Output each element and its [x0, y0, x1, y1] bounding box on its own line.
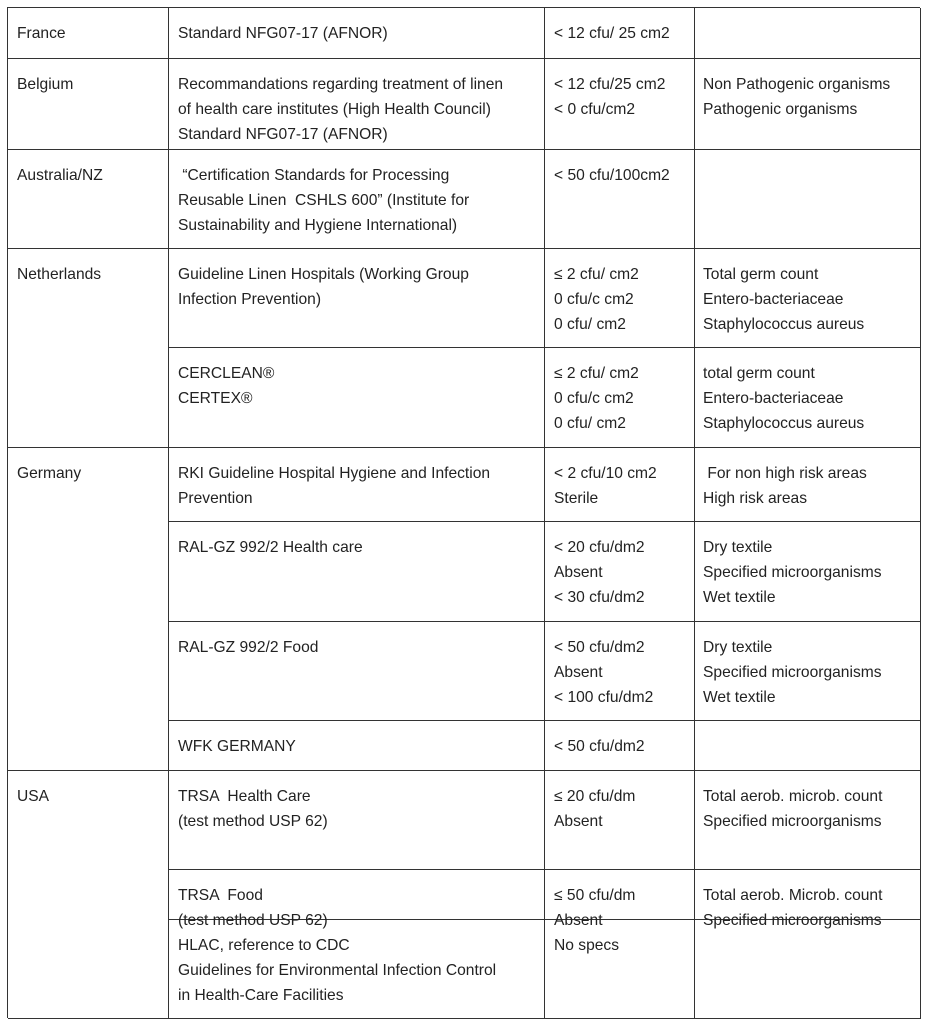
standard-cell-line: Prevention [178, 489, 253, 507]
standard-cell-line: (test method USP 62) [178, 911, 328, 929]
standard-cell-line: Sustainability and Hygiene International) [178, 216, 458, 234]
remarks-cell-line: Specified microorganisms [703, 812, 882, 830]
standard-cell [169, 721, 545, 771]
remarks-cell-line: Specified microorganisms [703, 911, 882, 929]
limit-cell-line: Sterile [554, 489, 599, 507]
standard-cell [169, 59, 545, 150]
remarks-cell [695, 150, 921, 249]
country-cell-line: Netherlands [17, 266, 102, 283]
remarks-cell [695, 721, 921, 771]
remarks-cell-line: total germ count [703, 365, 815, 382]
standard-cell-line: CERCLEAN® [178, 365, 275, 382]
standard-cell [169, 771, 545, 870]
standard-cell-line: CERTEX® [178, 389, 253, 407]
standard-cell-line: Guidelines for Environmental Infection Control [178, 961, 497, 979]
limit-cell [545, 8, 695, 59]
country-cell [8, 249, 169, 448]
standard-cell [169, 448, 545, 522]
standard-cell-line: Standard NFG07-17 (AFNOR) [178, 25, 388, 42]
standards-table [7, 7, 920, 1018]
limit-cell [545, 448, 695, 522]
remarks-cell [695, 522, 921, 622]
standard-cell-line: RAL-GZ 992/2 Health care [178, 539, 363, 556]
standard-cell-line: Recommandations regarding treatment of linen [178, 76, 504, 93]
standard-cell [169, 622, 545, 721]
country-cell [8, 448, 169, 771]
limit-cell-line: < 50 cfu/dm2 [554, 639, 645, 656]
standard-cell-line: TRSA Health Care [178, 788, 311, 805]
country-cell-line: Belgium [17, 76, 74, 93]
remarks-cell-line: Entero-bacteriaceae [703, 389, 844, 407]
remarks-cell-line: Dry textile [703, 639, 773, 656]
standard-cell-line: TRSA Food [178, 887, 263, 904]
standard-cell-line: Reusable Linen CSHLS 600” (Institute for [178, 191, 470, 209]
standard-cell-line: HLAC, reference to CDC [178, 937, 350, 954]
remarks-cell-line: High risk areas [703, 489, 807, 507]
limit-cell-line: ≤ 2 cfu/ cm2 [554, 266, 639, 283]
limit-cell [545, 870, 695, 929]
country-cell [8, 771, 169, 1019]
country-cell-line: Germany [17, 465, 82, 482]
remarks-cell [695, 622, 921, 721]
remarks-cell-line: Specified microorganisms [703, 663, 882, 681]
standard-cell [169, 870, 545, 929]
standard-cell-line: in Health-Care Facilities [178, 986, 344, 1004]
remarks-cell [695, 771, 921, 870]
limit-cell-line: No specs [554, 937, 620, 954]
limit-cell [545, 348, 695, 448]
limit-cell-line: ≤ 50 cfu/dm [554, 887, 636, 904]
remarks-cell [695, 348, 921, 448]
standard-cell [169, 348, 545, 448]
remarks-cell-line: Non Pathogenic organisms [703, 76, 891, 93]
remarks-cell-line: Dry textile [703, 539, 773, 556]
standard-cell-line: “Certification Standards for Processing [178, 167, 450, 184]
limit-cell-line: Absent [554, 911, 603, 929]
limit-cell [545, 249, 695, 348]
standard-cell [169, 522, 545, 622]
limit-cell-line: < 50 cfu/100cm2 [554, 167, 670, 184]
remarks-cell-line: Total germ count [703, 266, 819, 283]
remarks-cell-line: Wet textile [703, 588, 776, 606]
standard-cell [169, 8, 545, 59]
country-cell [8, 8, 169, 59]
limit-cell [545, 150, 695, 249]
limit-cell-line: < 100 cfu/dm2 [554, 688, 654, 706]
limit-cell-line: 0 cfu/c cm2 [554, 389, 634, 407]
limit-cell-line: < 30 cfu/dm2 [554, 588, 645, 606]
limit-cell-line: ≤ 2 cfu/ cm2 [554, 365, 639, 382]
limit-cell-line: 0 cfu/ cm2 [554, 315, 626, 333]
limit-cell-line: < 0 cfu/cm2 [554, 100, 636, 118]
remarks-cell-line: Entero-bacteriaceae [703, 290, 844, 308]
standard-cell-line: RAL-GZ 992/2 Food [178, 639, 319, 656]
remarks-cell-line: Total aerob. Microb. count [703, 887, 883, 904]
remarks-cell-line: Staphylococcus aureus [703, 315, 865, 333]
limit-cell-line: < 20 cfu/dm2 [554, 539, 645, 556]
standard-cell [169, 150, 545, 249]
remarks-cell-line: Staphylococcus aureus [703, 414, 865, 432]
country-cell-line: Australia/NZ [17, 167, 103, 184]
remarks-cell-line: Wet textile [703, 688, 776, 706]
remarks-cell-line: For non high risk areas [703, 465, 867, 482]
remarks-cell [695, 249, 921, 348]
remarks-cell [695, 920, 921, 1019]
limit-cell-line: Absent [554, 563, 603, 581]
limit-cell [545, 721, 695, 771]
limit-cell [545, 771, 695, 870]
remarks-cell [695, 870, 921, 929]
standard-cell-line: Infection Prevention) [178, 290, 322, 308]
standard-cell-line: WFK GERMANY [178, 738, 296, 755]
remarks-cell-line: Specified microorganisms [703, 563, 882, 581]
remarks-cell [695, 8, 921, 59]
limit-cell-line: 0 cfu/ cm2 [554, 414, 626, 432]
limit-cell [545, 59, 695, 150]
country-cell-line: France [17, 25, 66, 42]
country-cell [8, 150, 169, 249]
standard-cell [169, 920, 545, 1019]
limit-cell-line: < 12 cfu/ 25 cm2 [554, 25, 670, 42]
limit-cell [545, 522, 695, 622]
country-cell [8, 59, 169, 150]
standard-cell-line: RKI Guideline Hospital Hygiene and Infection [178, 465, 491, 482]
limit-cell-line: Absent [554, 663, 603, 681]
limit-cell-line: 0 cfu/c cm2 [554, 290, 634, 308]
standard-cell-line: Guideline Linen Hospitals (Working Group [178, 266, 469, 283]
standard-cell [169, 249, 545, 348]
remarks-cell [695, 59, 921, 150]
limit-cell-line: Absent [554, 812, 603, 830]
limit-cell [545, 622, 695, 721]
standard-cell-line: of health care institutes (High Health Council) [178, 100, 491, 118]
limit-cell-line: < 12 cfu/25 cm2 [554, 76, 666, 93]
limit-cell [545, 920, 695, 1019]
remarks-cell-line: Total aerob. microb. count [703, 788, 883, 805]
standard-cell-line: (test method USP 62) [178, 812, 328, 830]
remarks-cell-line: Pathogenic organisms [703, 100, 858, 118]
country-cell-line: USA [17, 788, 50, 805]
limit-cell-line: ≤ 20 cfu/dm [554, 788, 636, 805]
standard-cell-line: Standard NFG07-17 (AFNOR) [178, 125, 388, 143]
remarks-cell [695, 448, 921, 522]
limit-cell-line: < 50 cfu/dm2 [554, 738, 645, 755]
limit-cell-line: < 2 cfu/10 cm2 [554, 465, 657, 482]
